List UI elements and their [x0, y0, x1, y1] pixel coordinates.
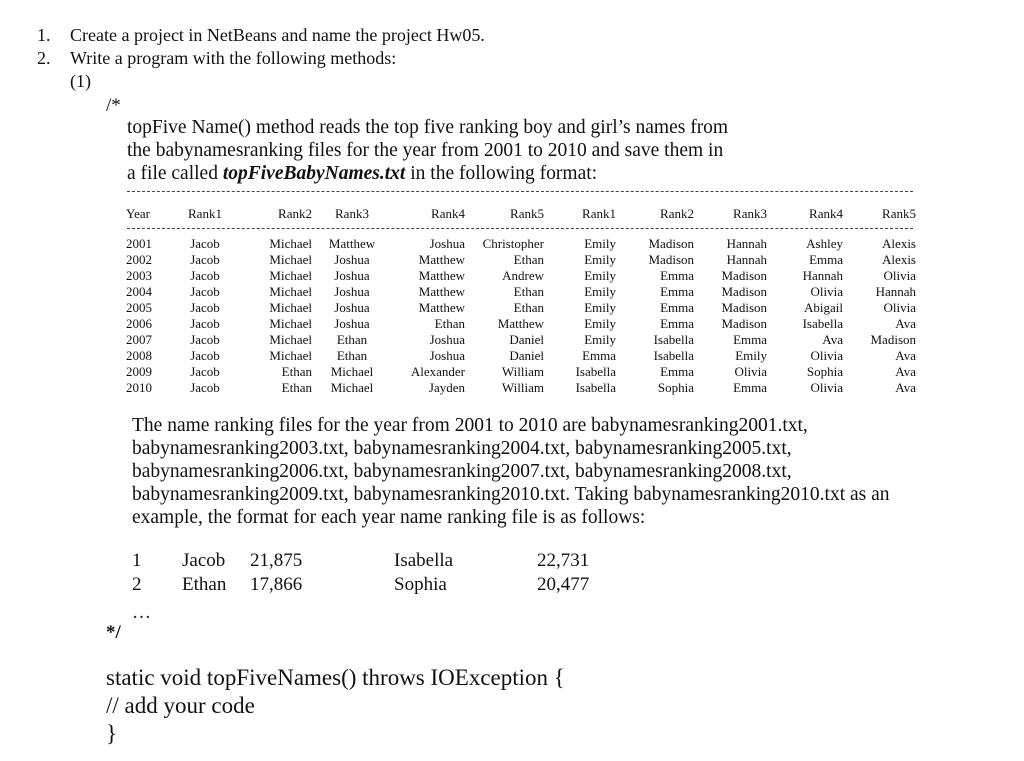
name-cell: Ethan [434, 316, 465, 331]
comment-open: /* [106, 95, 121, 116]
name-cell: Jacob [190, 332, 220, 347]
description-line-1: topFive Name() method reads the top five ranking boy and girl’s names from [127, 117, 729, 138]
name-cell: Ava [895, 348, 916, 363]
name-cell: Michael [269, 348, 312, 363]
name-cell: Emily [735, 348, 767, 363]
name-cell: Emily [584, 236, 616, 251]
table-row [124, 364, 916, 380]
column-header: Rank4 [431, 206, 465, 221]
name-cell: Jacob [190, 380, 220, 395]
name-cell: Matthew [418, 268, 465, 283]
name-cell: Jacob [190, 316, 220, 331]
name-cell: Michael [330, 364, 374, 379]
table-row [124, 316, 916, 332]
name-cell: Hannah [802, 268, 843, 283]
name-cell: Olivia [810, 284, 843, 299]
name-cell: Emma [660, 268, 694, 283]
name-cell: Emma [660, 300, 694, 315]
name-cell: Emily [584, 332, 616, 347]
name-cell: Joshua [429, 332, 465, 347]
name-cell: Ethan [336, 332, 368, 347]
column-header: Rank3 [335, 206, 369, 221]
name-cell: Daniel [509, 348, 544, 363]
name-cell: William [501, 364, 544, 379]
name-cell: Isabella [575, 364, 616, 379]
sample-file-table [128, 549, 597, 597]
name-cell: Alexander [410, 364, 465, 379]
name-cell: Ethan [281, 380, 312, 395]
name-cell: Isabella [575, 380, 616, 395]
name-cell: Madison [721, 316, 767, 331]
name-cell: Jacob [190, 284, 220, 299]
step-1-number: 1. [37, 25, 51, 45]
output-filename: topFiveBabyNames.txt [222, 163, 406, 184]
table-row [124, 236, 916, 252]
column-header: Rank4 [809, 206, 843, 221]
column-header: Rank1 [188, 206, 222, 221]
sample-cell: Ethan [182, 574, 227, 595]
name-cell: Emily [584, 268, 616, 283]
name-cell: Jacob [190, 268, 220, 283]
name-cell: Madison [721, 284, 767, 299]
name-cell: Olivia [883, 300, 916, 315]
name-cell: Ethan [281, 364, 312, 379]
year-cell: 2003 [126, 268, 152, 283]
name-cell: Emily [584, 316, 616, 331]
name-cell: Emma [660, 284, 694, 299]
name-cell: Ethan [513, 284, 544, 299]
sample-cell: 21,875 [250, 550, 303, 571]
name-cell: Isabella [653, 332, 694, 347]
code-comment: // add your code [106, 693, 255, 718]
name-cell: Ava [895, 364, 916, 379]
column-header: Year [126, 206, 150, 221]
name-cell: Emma [733, 332, 767, 347]
year-cell: 2005 [126, 300, 152, 315]
name-cell: Jacob [190, 364, 220, 379]
name-cell: Madison [870, 332, 916, 347]
name-cell: Sophia [657, 380, 694, 395]
name-cell: Emma [660, 316, 694, 331]
sample-row [128, 573, 597, 597]
name-cell: Michael [330, 380, 374, 395]
name-cell: Olivia [810, 380, 843, 395]
year-cell: 2009 [126, 364, 152, 379]
column-header: Rank1 [582, 206, 616, 221]
name-cell: Joshua [334, 284, 370, 299]
name-cell: Daniel [509, 332, 544, 347]
sample-cell: Jacob [182, 550, 226, 571]
year-cell: 2004 [126, 284, 152, 299]
top-five-names-table [124, 206, 916, 396]
name-cell: Joshua [334, 268, 370, 283]
sample-cell: 1 [132, 550, 142, 571]
name-cell: Emma [582, 348, 616, 363]
name-cell: Matthew [328, 236, 376, 251]
column-header: Rank5 [510, 206, 544, 221]
name-cell: Michael [269, 332, 312, 347]
name-cell: Isabella [802, 316, 843, 331]
files-paragraph-line-5: example, the format for each year name ranking file is as follows: [132, 507, 646, 528]
name-cell: Ethan [513, 300, 544, 315]
name-cell: Michael [269, 284, 312, 299]
table-row [124, 284, 916, 300]
year-cell: 2002 [126, 252, 152, 267]
name-cell: Matthew [418, 284, 465, 299]
sub-item-number: (1) [70, 71, 91, 91]
name-cell: Madison [648, 252, 694, 267]
name-cell: Matthew [418, 300, 465, 315]
name-cell: Jacob [190, 348, 220, 363]
year-cell: 2010 [126, 380, 152, 395]
step-2-number: 2. [37, 48, 51, 68]
name-cell: Hannah [726, 236, 767, 251]
year-cell: 2007 [126, 332, 152, 347]
name-cell: Michael [269, 252, 312, 267]
name-cell: Emma [660, 364, 694, 379]
name-cell: Isabella [653, 348, 694, 363]
table-row [124, 348, 916, 364]
sample-cell: Sophia [394, 574, 447, 595]
name-cell: Olivia [734, 364, 767, 379]
description-line-3: a file called topFiveBabyNames.txt in the following format: [127, 163, 598, 184]
name-cell: William [501, 380, 544, 395]
name-cell: Ethan [513, 252, 544, 267]
ellipsis: … [132, 602, 152, 623]
name-cell: Emma [809, 252, 843, 267]
name-cell: Jacob [190, 300, 220, 315]
name-cell: Ava [822, 332, 843, 347]
name-cell: Jacob [190, 236, 220, 251]
name-cell: Joshua [429, 348, 465, 363]
name-cell: Emily [584, 300, 616, 315]
name-cell: Matthew [418, 252, 465, 267]
column-header: Rank2 [278, 206, 312, 221]
files-paragraph-line-3: babynamesranking2006.txt, babynamesranking2007.txt, babynamesranking2008.txt, [132, 461, 792, 482]
name-cell: Emily [584, 284, 616, 299]
name-cell: Ashley [806, 236, 843, 251]
description-line-2: the babynamesranking files for the year from 2001 to 2010 and save them in [127, 140, 724, 161]
name-cell: Andrew [502, 268, 544, 283]
name-cell: Michael [269, 300, 312, 315]
name-cell: Jayden [428, 380, 465, 395]
sample-cell: 17,866 [250, 574, 303, 595]
name-cell: Hannah [726, 252, 767, 267]
column-header: Rank2 [660, 206, 694, 221]
files-paragraph-line-2: babynamesranking2003.txt, babynamesranking2004.txt, babynamesranking2005.txt, [132, 438, 792, 459]
name-cell: Alexis [882, 252, 916, 267]
year-cell: 2008 [126, 348, 152, 363]
step-2-text: Write a program with the following methods: [70, 48, 397, 68]
name-cell: Jacob [190, 252, 220, 267]
year-cell: 2006 [126, 316, 152, 331]
name-cell: Ethan [336, 348, 368, 363]
method-signature: static void topFiveNames() throws IOException { [106, 665, 565, 690]
table-row [124, 300, 916, 316]
sample-cell: 2 [132, 574, 142, 595]
sample-cell: 22,731 [537, 550, 590, 571]
sample-row [128, 549, 597, 573]
name-cell: Joshua [334, 300, 370, 315]
table-row [124, 252, 916, 268]
name-cell: Michael [269, 236, 312, 251]
name-cell: Ava [895, 380, 916, 395]
files-paragraph-line-1: The name ranking files for the year from 2001 to 2010 are babynamesranking2001.txt, [132, 415, 808, 436]
step-1-text: Create a project in NetBeans and name the project Hw05. [70, 25, 485, 45]
column-header: Rank3 [733, 206, 767, 221]
table-row [124, 332, 916, 348]
name-cell: Abigail [804, 300, 843, 315]
table-row [124, 268, 916, 284]
name-cell: Madison [721, 268, 767, 283]
comment-close: */ [106, 622, 121, 643]
name-cell: Joshua [429, 236, 465, 251]
sample-cell: 20,477 [537, 574, 590, 595]
column-header: Rank5 [882, 206, 916, 221]
name-cell: Michael [269, 316, 312, 331]
table-header-row [124, 206, 916, 222]
name-cell: Michael [269, 268, 312, 283]
name-cell: Alexis [882, 236, 916, 251]
name-cell: Ava [895, 316, 916, 331]
name-cell: Joshua [334, 316, 370, 331]
name-cell: Madison [648, 236, 694, 251]
closing-brace: } [106, 721, 118, 746]
name-cell: Joshua [334, 252, 370, 267]
name-cell: Madison [721, 300, 767, 315]
name-cell: Emily [584, 252, 616, 267]
name-cell: Christopher [482, 236, 544, 251]
table-top-rule [127, 191, 913, 192]
name-cell: Olivia [810, 348, 843, 363]
table-row [124, 380, 916, 396]
name-cell: Olivia [883, 268, 916, 283]
name-cell: Emma [733, 380, 767, 395]
files-paragraph-line-4: babynamesranking2009.txt, babynamesranking2010.txt. Taking babynamesranking2010.txt as an [132, 484, 890, 505]
name-cell: Matthew [497, 316, 544, 331]
name-cell: Hannah [875, 284, 916, 299]
name-cell: Sophia [806, 364, 843, 379]
sample-cell: Isabella [394, 550, 454, 571]
year-cell: 2001 [126, 236, 152, 251]
